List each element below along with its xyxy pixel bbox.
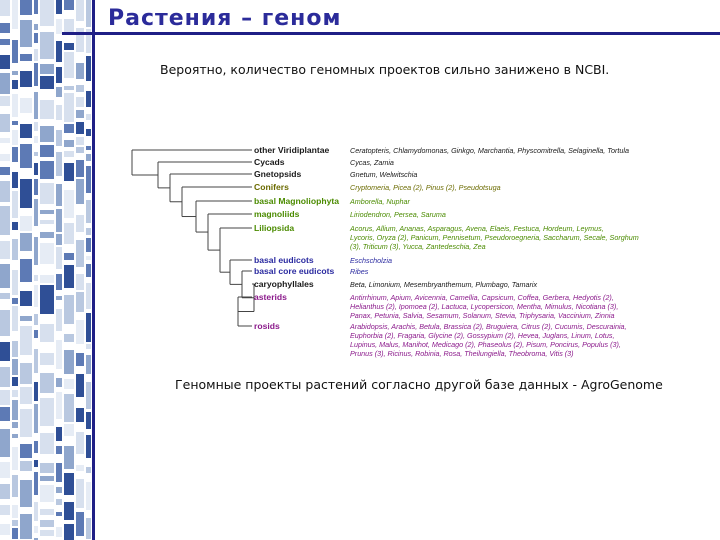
barcode-stripe: [86, 91, 91, 107]
barcode-stripe: [64, 253, 74, 260]
taxon-label: basal core eudicots: [254, 266, 335, 276]
barcode-stripe: [40, 76, 54, 89]
barcode-stripe: [86, 0, 91, 27]
barcode-stripe: [56, 67, 62, 83]
species-list: Beta, Limonium, Mesembryanthemum, Plumbago, Tamarix: [350, 280, 538, 289]
barcode-stripe: [56, 378, 62, 387]
barcode-stripe: [40, 485, 54, 502]
barcode-stripe: [76, 85, 84, 92]
barcode-stripe: [40, 232, 54, 238]
barcode-stripe: [86, 154, 91, 161]
barcode-stripe: [12, 528, 18, 539]
taxon-label: Conifers: [254, 182, 289, 192]
barcode-stripe: [64, 473, 74, 495]
barcode-stripe: [76, 240, 84, 267]
taxon-label: Liliopsida: [254, 223, 295, 233]
barcode-stripe: [56, 41, 62, 62]
barcode-stripe: [40, 285, 54, 314]
barcode-stripe: [20, 259, 32, 282]
barcode-stripe: [86, 518, 91, 539]
barcode-stripe: [20, 233, 32, 251]
barcode-stripe: [40, 275, 54, 283]
species-list: Amborella, Nuphar: [350, 197, 410, 206]
barcode-stripe: [86, 482, 91, 510]
barcode-stripe: [40, 398, 54, 426]
barcode-stripe: [0, 73, 10, 94]
barcode-stripe: [34, 330, 38, 338]
barcode-stripe: [56, 446, 62, 454]
barcode-stripe: [76, 110, 84, 118]
species-list: Prunus (3), Ricinus, Robinia, Rosa, Theilungiella, Theobroma, Vitis (3): [350, 349, 574, 358]
barcode-stripe: [64, 295, 74, 324]
barcode-stripe: [12, 306, 18, 331]
species-list: Liriodendron, Persea, Saruma: [350, 210, 446, 219]
barcode-decoration: [0, 0, 92, 540]
barcode-stripe: [34, 502, 38, 521]
barcode-stripe: [76, 432, 84, 454]
barcode-stripe: [12, 359, 18, 375]
barcode-stripe: [40, 100, 54, 119]
species-list: Arabidopsis, Arachis, Betula, Brassica (2), Bruguiera, Citrus (2), Cucumis, Descurainia,: [350, 322, 627, 331]
barcode-stripe: [12, 505, 18, 518]
barcode-stripe: [0, 429, 10, 457]
barcode-stripe: [12, 80, 18, 89]
barcode-stripe: [34, 237, 38, 265]
barcode-stripe: [12, 0, 18, 29]
barcode-stripe: [40, 210, 54, 214]
barcode-stripe: [76, 465, 84, 471]
barcode-stripe: [34, 122, 38, 131]
taxon-label: magnoliids: [254, 209, 300, 219]
species-list: Lycoris, Oryza (2), Panicum, Pennisetum, Pseudoroegneria, Saccharum, Secale, Sorghum: [350, 233, 639, 242]
barcode-stripe: [86, 467, 91, 473]
barcode-stripe: [64, 86, 74, 90]
barcode-stripe: [56, 427, 62, 441]
barcode-stripe: [34, 63, 38, 86]
barcode-stripe: [64, 265, 74, 288]
barcode-stripe: [34, 441, 38, 453]
barcode-stripe: [20, 216, 32, 231]
barcode-stripe: [0, 484, 10, 499]
barcode-stripe: [40, 520, 54, 527]
barcode-stripe: [0, 524, 10, 535]
barcode-stripe: [56, 463, 62, 482]
barcode-stripe: [40, 161, 54, 179]
barcode-stripe: [86, 228, 91, 235]
barcode-stripe: [76, 512, 84, 536]
barcode-stripe: [12, 341, 18, 357]
barcode-stripe: [12, 239, 18, 260]
barcode-stripe: [64, 394, 74, 422]
barcode-stripe: [86, 146, 91, 150]
barcode-stripe: [0, 241, 10, 259]
taxon-label: asterids: [254, 292, 287, 302]
barcode-stripe: [20, 54, 32, 61]
taxon-label: Gnetopsids: [254, 169, 302, 179]
taxon-label: caryophyllales: [254, 279, 314, 289]
barcode-stripe: [64, 190, 74, 218]
barcode-stripe: [0, 181, 10, 202]
barcode-stripe: [20, 291, 32, 306]
barcode-stripe: [12, 520, 18, 526]
barcode-stripe: [34, 275, 38, 281]
barcode-stripe: [64, 524, 74, 540]
barcode-stripe: [40, 64, 54, 74]
horizontal-rule: [62, 32, 720, 35]
barcode-stripe: [12, 390, 18, 397]
vertical-rule: [92, 0, 95, 540]
barcode-stripe: [86, 382, 91, 409]
barcode-stripe: [12, 400, 18, 420]
barcode-stripe: [34, 136, 38, 143]
barcode-stripe: [56, 209, 62, 232]
barcode-stripe: [34, 24, 38, 30]
barcode-stripe: [12, 377, 18, 386]
barcode-stripe: [34, 33, 38, 43]
barcode-stripe: [34, 163, 38, 175]
barcode-stripe: [0, 138, 10, 143]
barcode-stripe: [34, 472, 38, 495]
ncbi-note: Вероятно, количество геномных проектов сильно занижено в NCBI.: [160, 62, 610, 77]
barcode-stripe: [76, 147, 84, 153]
barcode-stripe: [64, 140, 74, 147]
barcode-stripe: [64, 223, 74, 244]
taxon-label: other Viridiplantae: [254, 145, 330, 155]
barcode-stripe: [12, 94, 18, 117]
species-list: Ceratopteris, Chlamydomonas, Ginkgo, Marchantia, Physcomitrella, Selaginella, Tortula: [350, 146, 629, 155]
barcode-stripe: [20, 444, 32, 458]
species-list: Cycas, Zamia: [350, 158, 394, 167]
barcode-stripe: [12, 191, 18, 218]
species-list: Cryptomeria, Picea (2), Pinus (2), Pseudotsuga: [350, 183, 501, 192]
barcode-stripe: [64, 446, 74, 469]
barcode-stripe: [64, 19, 74, 33]
barcode-stripe: [20, 363, 32, 384]
barcode-stripe: [76, 320, 84, 344]
barcode-stripe: [76, 479, 84, 508]
barcode-stripe: [86, 238, 91, 252]
barcode-stripe: [34, 152, 38, 156]
barcode-stripe: [34, 526, 38, 533]
barcode-stripe: [56, 296, 62, 300]
barcode-stripe: [86, 313, 91, 342]
barcode-stripe: [20, 144, 32, 168]
barcode-stripe: [0, 342, 10, 361]
barcode-stripe: [76, 274, 84, 290]
barcode-stripe: [56, 130, 62, 146]
barcode-stripe: [0, 0, 10, 16]
barcode-stripe: [40, 530, 54, 536]
barcode-stripe: [56, 184, 62, 206]
barcode-stripe: [56, 87, 62, 97]
barcode-stripe: [76, 137, 84, 145]
barcode-stripe: [20, 0, 32, 15]
taxon-label: basal eudicots: [254, 255, 314, 265]
barcode-stripe: [40, 353, 54, 365]
barcode-stripe: [34, 49, 38, 61]
barcode-stripe: [64, 0, 74, 10]
barcode-stripe: [86, 114, 91, 120]
barcode-stripe: [0, 407, 10, 421]
barcode-stripe: [40, 433, 54, 454]
species-list: Euphorbia (2), Fragaria, Glycine (2), Gossypium (2), Hevea, Juglans, Linum, Lotus,: [350, 331, 615, 340]
species-list: (3), Triticum (3), Yucca, Zantedeschia, Zea: [350, 242, 486, 251]
barcode-stripe: [0, 264, 10, 288]
barcode-stripe: [20, 179, 32, 208]
barcode-stripe: [12, 121, 18, 125]
barcode-stripe: [0, 96, 10, 106]
species-list: Antirrhinum, Apium, Avicennia, Camellia, Capsicum, Coffea, Gerbera, Hedyotis (2),: [350, 293, 614, 302]
barcode-stripe: [0, 310, 10, 336]
barcode-stripe: [12, 298, 18, 304]
barcode-stripe: [34, 460, 38, 467]
species-list: Helianthus (2), Ipomoea (2), Lactuca, Lycopersicon, Mentha, Mimulus, Nicotiana (3),: [350, 302, 619, 311]
barcode-stripe: [86, 435, 91, 458]
taxon-label: basal Magnoliophyta: [254, 196, 339, 206]
barcode-stripe: [76, 122, 84, 134]
barcode-stripe: [76, 160, 84, 177]
species-list: Gnetum, Welwitschia: [350, 170, 418, 179]
barcode-stripe: [40, 220, 54, 224]
barcode-stripe: [34, 285, 38, 307]
barcode-stripe: [0, 206, 10, 235]
barcode-stripe: [40, 373, 54, 393]
barcode-stripe: [20, 316, 32, 321]
species-list: Acorus, Allium, Ananas, Asparagus, Avena, Elaeis, Festuca, Hordeum, Leymus,: [350, 224, 604, 233]
barcode-stripe: [40, 0, 54, 26]
barcode-stripe: [12, 447, 18, 470]
barcode-stripe: [56, 499, 62, 505]
barcode-stripe: [20, 98, 32, 113]
barcode-stripe: [64, 379, 74, 389]
barcode-stripe: [86, 264, 91, 277]
barcode-stripe: [40, 509, 54, 515]
barcode-stripe: [20, 20, 32, 47]
barcode-stripe: [20, 387, 32, 404]
barcode-stripe: [40, 324, 54, 342]
barcode-stripe: [12, 71, 18, 75]
barcode-stripe: [76, 63, 84, 79]
barcode-stripe: [12, 422, 18, 428]
taxon-label: Cycads: [254, 157, 285, 167]
barcode-stripe: [0, 23, 10, 33]
barcode-stripe: [20, 409, 32, 437]
barcode-stripe: [76, 374, 84, 397]
barcode-stripe: [56, 340, 62, 369]
barcode-stripe: [64, 163, 74, 181]
barcode-stripe: [20, 326, 32, 355]
barcode-stripe: [86, 56, 91, 81]
barcode-stripe: [12, 40, 18, 63]
barcode-stripe: [64, 43, 74, 50]
barcode-stripe: [64, 502, 74, 520]
species-list: Ribes: [350, 267, 369, 276]
barcode-stripe: [12, 475, 18, 497]
barcode-stripe: [20, 480, 32, 507]
barcode-stripe: [34, 382, 38, 401]
barcode-stripe: [56, 247, 62, 269]
barcode-stripe: [56, 0, 62, 14]
barcode-stripe: [12, 270, 18, 295]
barcode-stripe: [56, 234, 62, 245]
barcode-stripe: [40, 243, 54, 264]
barcode-stripe: [86, 283, 91, 309]
barcode-stripe: [76, 215, 84, 232]
species-list: Panax, Petunia, Salvia, Sesamum, Solanum, Stevia, Triphysaria, Vaccinium, Zinnia: [350, 311, 615, 320]
barcode-stripe: [40, 32, 54, 59]
barcode-stripe: [12, 130, 18, 145]
species-list: Eschscholzia: [350, 256, 392, 265]
barcode-stripe: [34, 199, 38, 226]
barcode-stripe: [34, 92, 38, 119]
barcode-stripe: [34, 179, 38, 195]
barcode-stripe: [86, 200, 91, 223]
barcode-stripe: [86, 129, 91, 136]
barcode-stripe: [0, 114, 10, 132]
barcode-stripe: [64, 350, 74, 374]
barcode-stripe: [40, 126, 54, 142]
agrogenome-caption: Геномные проекты растений согласно другой базе данных - AgroGenome: [175, 377, 663, 392]
barcode-stripe: [34, 0, 38, 14]
barcode-stripe: [64, 52, 74, 78]
barcode-stripe: [86, 256, 91, 260]
barcode-stripe: [40, 476, 54, 481]
barcode-stripe: [40, 145, 54, 157]
barcode-stripe: [64, 124, 74, 133]
barcode-stripe: [64, 151, 74, 157]
barcode-stripe: [34, 314, 38, 325]
barcode-stripe: [0, 293, 10, 299]
phylogenetic-tree: [130, 140, 700, 362]
barcode-stripe: [56, 105, 62, 120]
barcode-stripe: [12, 172, 18, 188]
barcode-stripe: [0, 462, 10, 478]
slide-title: Растения – геном: [108, 6, 342, 31]
barcode-stripe: [12, 434, 18, 438]
taxon-label: rosids: [254, 321, 280, 331]
barcode-stripe: [56, 512, 62, 516]
barcode-stripe: [76, 97, 84, 107]
barcode-stripe: [20, 124, 32, 138]
barcode-stripe: [0, 167, 10, 175]
barcode-stripe: [34, 349, 38, 373]
species-list: Lupinus, Malus, Manihot, Medicago (2), Phaseolus (2), Pisum, Poncirus, Populus (3),: [350, 340, 621, 349]
barcode-stripe: [40, 463, 54, 473]
barcode-stripe: [0, 39, 10, 45]
barcode-stripe: [56, 274, 62, 290]
barcode-stripe: [56, 152, 62, 176]
barcode-stripe: [86, 412, 91, 429]
barcode-stripe: [76, 0, 84, 21]
barcode-stripe: [56, 527, 62, 537]
barcode-stripe: [0, 390, 10, 405]
barcode-stripe: [0, 55, 10, 69]
barcode-stripe: [86, 355, 91, 374]
barcode-stripe: [0, 367, 10, 387]
barcode-stripe: [76, 179, 84, 204]
barcode-stripe: [56, 392, 62, 419]
barcode-stripe: [86, 344, 91, 349]
barcode-stripe: [64, 93, 74, 122]
barcode-stripe: [76, 408, 84, 422]
barcode-stripe: [20, 514, 32, 539]
barcode-stripe: [34, 404, 38, 433]
barcode-stripe: [56, 309, 62, 331]
barcode-stripe: [12, 222, 18, 230]
barcode-stripe: [20, 71, 32, 87]
barcode-stripe: [0, 154, 10, 161]
barcode-stripe: [40, 183, 54, 204]
barcode-stripe: [76, 292, 84, 312]
barcode-stripe: [56, 487, 62, 493]
barcode-stripe: [0, 505, 10, 515]
barcode-stripe: [76, 353, 84, 366]
barcode-stripe: [64, 424, 74, 436]
barcode-stripe: [64, 334, 74, 342]
barcode-stripe: [20, 461, 32, 471]
barcode-stripe: [86, 166, 91, 193]
barcode-stripe: [12, 147, 18, 162]
